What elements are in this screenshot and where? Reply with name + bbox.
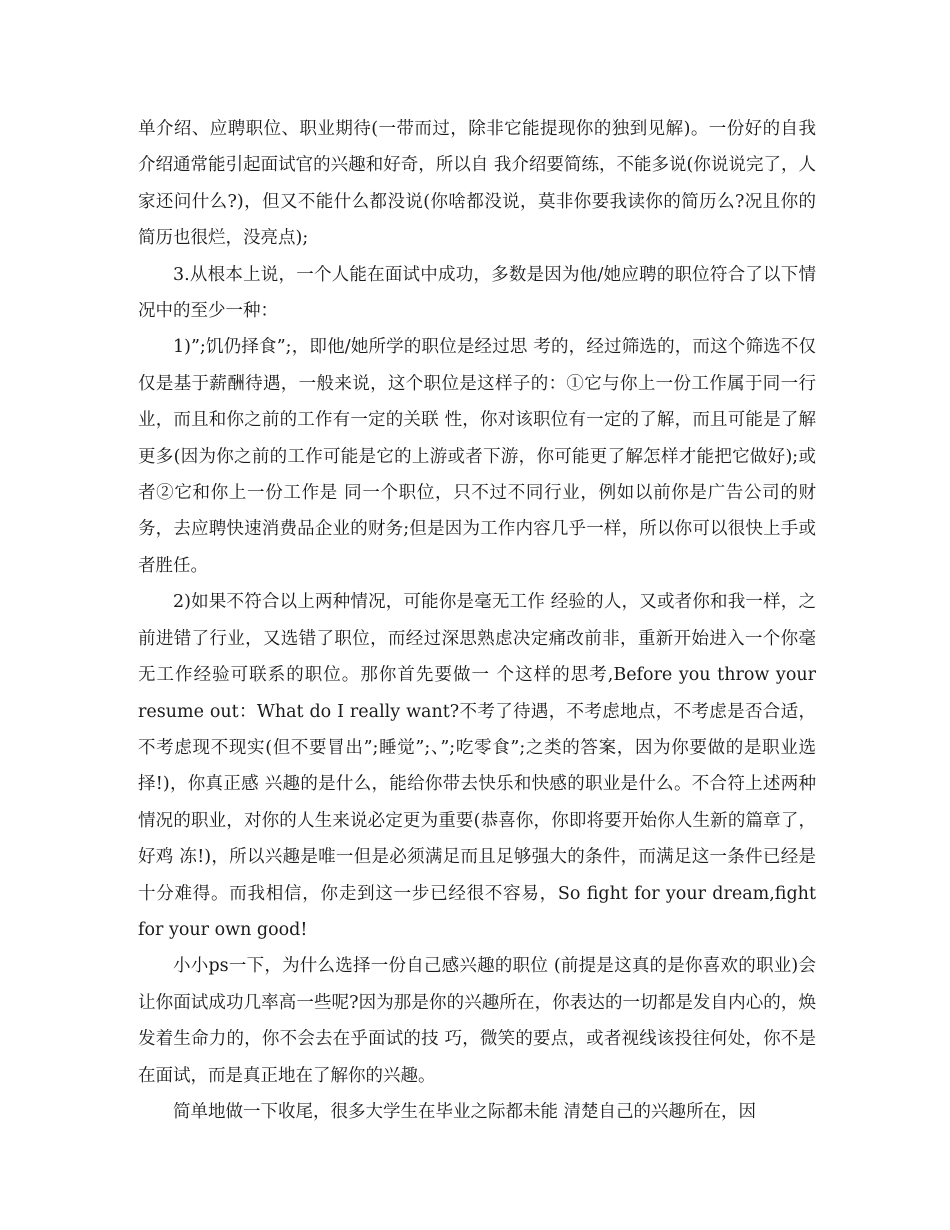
document-body (138, 111, 816, 1130)
paragraph-1: 单介绍、应聘职位、职业期待(一带而过，除非它能提现你的独到见解)。一份好的自我介绍通常能引起面试官的兴趣和好奇，所以自 我介绍要简练，不能多说(你说说完了，人家还问什么?)，但又不能什么都没说(你啥都没说，莫非你要我读你的简历么?况且你的简历也很烂，没亮点); (138, 119, 816, 249)
paragraph-5: 小小ps一下，为什么选择一份自己感兴趣的职位 (前提是这真的是你喜欢的职业)会让你面试成功几率高一些呢?因为那是你的兴趣所在，你表达的一切都是发自内心的，焕发着生命力的，你不会去在乎面试的技 巧，微笑的要点，或者视线该投往何处，你不是在面试，而是真正地在了解你的兴趣。 (138, 956, 816, 1086)
paragraph-2: 3.从根本上说，一个人能在面试中成功，多数是因为他/她应聘的职位符合了以下情况中的至少一种： (138, 264, 816, 322)
paragraph-3: 1)”;饥仍择食”;，即他/她所学的职位是经过思 考的，经过筛选的，而这个筛选不仅仅是基于薪酬待遇，一般来说，这个职位是这样子的：①它与你上一份工作属于同一行业，而且和你之前的工作有一定的关联 性，你对该职位有一定的了解，而且可能是了解更多(因为你之前的工作可能是它的上游或者下游，你可能更了解怎样才能把它做好);或者②它和你上一份工作是 同一个职位，只不过不同行业，例如以前你是广告公司的财务，去应聘快速消费品企业的财务;但是因为工作内容几乎一样，所以你可以很快上手或者胜任。 (138, 337, 816, 576)
paragraph-6: 简单地做一下收尾，很多大学生在毕业之际都未能 清楚自己的兴趣所在，因 (173, 1101, 757, 1122)
paragraph-4: 2)如果不符合以上两种情况，可能你是毫无工作 经验的人，又或者你和我一样，之前进错了行业，又选错了职位，而经过深思熟虑决定痛改前非，重新开始进入一个你毫无工作经验可联系的职位。那你首先要做一 个这样的思考,Before you throw your resume out：What do I really want?不考了待遇，不考虑地点，不考虑是否合适，不考虑现不现实(但不要冒出”;睡觉”;、”;吃零食”;之类的答案，因为你要做的是职业选择!)，你真正感 兴趣的是什么，能给你带去快乐和快感的职业是什么。不合符上述两种情况的职业，对你的人生来说必定更为重要(恭喜你，你即将要开始你人生新的篇章了，好鸡 冻!)，所以兴趣是唯一但是必须满足而且足够强大的条件，而满足这一条件已经是十分难得。而我相信，你走到这一步已经很不容易，So fight for your dream,fight for your own good! (138, 592, 816, 940)
